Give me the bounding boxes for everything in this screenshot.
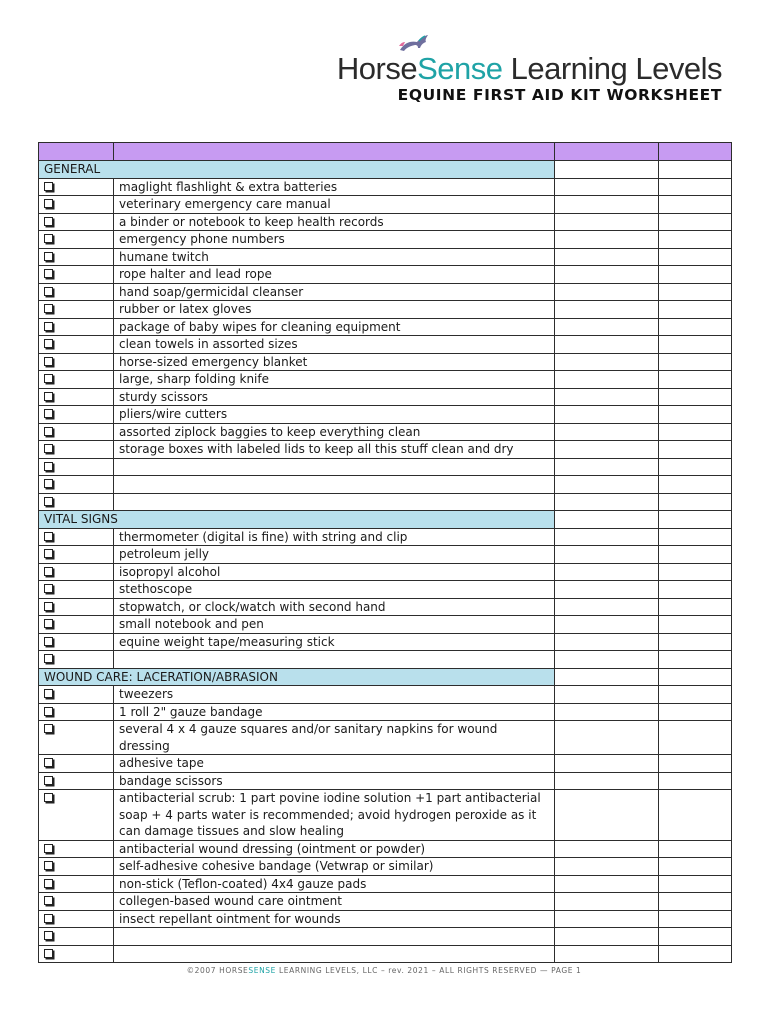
table-row	[39, 858, 732, 876]
empty-cell	[659, 686, 732, 704]
section-heading: WOUND CARE: LACERATION/ABRASION	[39, 668, 555, 686]
empty-cell	[555, 371, 659, 389]
empty-cell	[659, 651, 732, 669]
section-row	[39, 668, 732, 686]
table-row	[39, 353, 732, 371]
checkbox-icon[interactable]	[44, 949, 53, 958]
checkbox-icon[interactable]	[44, 602, 53, 611]
checkbox-icon[interactable]	[44, 322, 53, 331]
checkbox-cell	[39, 651, 114, 669]
page-footer: ©2007 HORSESENSE LEARNING LEVELS, LLC – rev. 2021 – ALL RIGHTS RESERVED — PAGE 1	[186, 966, 582, 975]
table-row	[39, 406, 732, 424]
empty-cell	[659, 563, 732, 581]
table-row	[39, 910, 732, 928]
checkbox-cell	[39, 686, 114, 704]
item-label: insect repellant ointment for wounds	[114, 910, 555, 928]
checkbox-cell	[39, 616, 114, 634]
empty-cell	[659, 213, 732, 231]
checkbox-cell	[39, 476, 114, 494]
empty-cell	[555, 616, 659, 634]
page-title: EQUINE FIRST AID KIT WORKSHEET	[397, 86, 722, 104]
checkbox-icon[interactable]	[44, 479, 53, 488]
empty-cell	[555, 301, 659, 319]
empty-cell	[659, 528, 732, 546]
header-cell	[114, 143, 555, 161]
empty-cell	[555, 248, 659, 266]
item-label: petroleum jelly	[114, 546, 555, 564]
table-row	[39, 318, 732, 336]
empty-cell	[555, 493, 659, 511]
checkbox-icon[interactable]	[44, 637, 53, 646]
empty-cell	[659, 371, 732, 389]
checkbox-cell	[39, 581, 114, 599]
empty-cell	[555, 476, 659, 494]
empty-cell	[659, 721, 732, 755]
item-label: large, sharp folding knife	[114, 371, 555, 389]
empty-cell	[555, 336, 659, 354]
empty-cell	[659, 266, 732, 284]
empty-cell	[555, 231, 659, 249]
checkbox-icon[interactable]	[44, 409, 53, 418]
checkbox-cell	[39, 388, 114, 406]
empty-cell	[555, 686, 659, 704]
item-label: stopwatch, or clock/watch with second hand	[114, 598, 555, 616]
empty-cell	[659, 928, 732, 946]
empty-cell	[659, 458, 732, 476]
checkbox-cell	[39, 563, 114, 581]
empty-cell	[555, 945, 659, 963]
table-row	[39, 423, 732, 441]
item-label: antibacterial wound dressing (ointment or powder)	[114, 840, 555, 858]
checkbox-icon[interactable]	[44, 724, 53, 733]
checkbox-icon[interactable]	[44, 861, 53, 870]
empty-cell	[555, 668, 659, 686]
empty-cell	[555, 772, 659, 790]
item-label	[114, 476, 555, 494]
checkbox-icon[interactable]	[44, 252, 53, 261]
table-row	[39, 476, 732, 494]
item-label: several 4 x 4 gauze squares and/or sanitary napkins for wound dressing	[114, 721, 555, 755]
checkbox-cell	[39, 371, 114, 389]
item-label: sturdy scissors	[114, 388, 555, 406]
empty-cell	[555, 511, 659, 529]
item-label: hand soap/germicidal cleanser	[114, 283, 555, 301]
item-label: clean towels in assorted sizes	[114, 336, 555, 354]
empty-cell	[555, 910, 659, 928]
empty-cell	[659, 301, 732, 319]
table-row	[39, 528, 732, 546]
empty-cell	[555, 178, 659, 196]
empty-cell	[555, 546, 659, 564]
table-row	[39, 563, 732, 581]
empty-cell	[659, 945, 732, 963]
table-row	[39, 893, 732, 911]
empty-cell	[555, 875, 659, 893]
item-label	[114, 651, 555, 669]
item-label: isopropyl alcohol	[114, 563, 555, 581]
checkbox-cell	[39, 196, 114, 214]
checkbox-icon[interactable]	[44, 844, 53, 853]
checkbox-icon[interactable]	[44, 217, 53, 226]
table-row	[39, 790, 732, 841]
checkbox-cell	[39, 423, 114, 441]
empty-cell	[555, 755, 659, 773]
header-cell	[555, 143, 659, 161]
checkbox-cell	[39, 231, 114, 249]
checkbox-cell	[39, 336, 114, 354]
empty-cell	[555, 388, 659, 406]
section-row	[39, 161, 732, 179]
checkbox-icon[interactable]	[44, 304, 53, 313]
table-row	[39, 721, 732, 755]
checkbox-icon[interactable]	[44, 287, 53, 296]
table-row	[39, 213, 732, 231]
checkbox-icon[interactable]	[44, 567, 53, 576]
table-row	[39, 945, 732, 963]
empty-cell	[659, 546, 732, 564]
item-label: stethoscope	[114, 581, 555, 599]
empty-cell	[555, 790, 659, 841]
item-label: adhesive tape	[114, 755, 555, 773]
empty-cell	[659, 755, 732, 773]
empty-cell	[659, 772, 732, 790]
empty-cell	[659, 161, 732, 179]
checkbox-cell	[39, 353, 114, 371]
horse-icon	[397, 32, 431, 54]
item-label: collegen-based wound care ointment	[114, 893, 555, 911]
table-row	[39, 388, 732, 406]
item-label: non-stick (Teflon-coated) 4x4 gauze pads	[114, 875, 555, 893]
logo-text: HorseSense Learning Levels	[336, 51, 722, 86]
item-label	[114, 928, 555, 946]
checkbox-icon[interactable]	[44, 914, 53, 923]
item-label: pliers/wire cutters	[114, 406, 555, 424]
brand-logo	[337, 44, 722, 84]
empty-cell	[659, 353, 732, 371]
checkbox-cell	[39, 633, 114, 651]
item-label: storage boxes with labeled lids to keep all this stuff clean and dry	[114, 441, 555, 459]
item-label: assorted ziplock baggies to keep everything clean	[114, 423, 555, 441]
empty-cell	[659, 476, 732, 494]
checkbox-cell	[39, 301, 114, 319]
checkbox-icon[interactable]	[44, 374, 53, 383]
table-row	[39, 283, 732, 301]
item-label: tweezers	[114, 686, 555, 704]
empty-cell	[659, 406, 732, 424]
empty-cell	[555, 528, 659, 546]
table-row	[39, 493, 732, 511]
item-label: antibacterial scrub: 1 part povine iodine solution +1 part antibacterial soap + 4 parts water is recommended; avoid hydrogen peroxide as it can damage tissues and slow healing	[114, 790, 555, 841]
checkbox-icon[interactable]	[44, 896, 53, 905]
checkbox-cell	[39, 406, 114, 424]
item-label: bandage scissors	[114, 772, 555, 790]
checkbox-cell	[39, 283, 114, 301]
table-row	[39, 178, 732, 196]
checkbox-icon[interactable]	[44, 392, 53, 401]
item-label: small notebook and pen	[114, 616, 555, 634]
empty-cell	[659, 178, 732, 196]
empty-cell	[555, 651, 659, 669]
header-cell	[39, 143, 114, 161]
checkbox-icon[interactable]	[44, 654, 53, 663]
item-label: thermometer (digital is fine) with string and clip	[114, 528, 555, 546]
checkbox-cell	[39, 840, 114, 858]
checkbox-icon[interactable]	[44, 339, 53, 348]
empty-cell	[659, 248, 732, 266]
empty-cell	[555, 703, 659, 721]
empty-cell	[555, 266, 659, 284]
item-label	[114, 945, 555, 963]
item-label: self-adhesive cohesive bandage (Vetwrap or similar)	[114, 858, 555, 876]
table-row	[39, 875, 732, 893]
checkbox-icon[interactable]	[44, 199, 53, 208]
table-row	[39, 686, 732, 704]
empty-cell	[555, 318, 659, 336]
table-row	[39, 441, 732, 459]
checkbox-cell	[39, 755, 114, 773]
checkbox-cell	[39, 178, 114, 196]
checkbox-cell	[39, 441, 114, 459]
item-label: maglight flashlight & extra batteries	[114, 178, 555, 196]
table-header-row	[39, 143, 732, 161]
table-row	[39, 231, 732, 249]
checkbox-icon[interactable]	[44, 707, 53, 716]
item-label: equine weight tape/measuring stick	[114, 633, 555, 651]
checkbox-cell	[39, 213, 114, 231]
empty-cell	[659, 336, 732, 354]
item-label: veterinary emergency care manual	[114, 196, 555, 214]
table-row	[39, 928, 732, 946]
table-row	[39, 616, 732, 634]
item-label	[114, 493, 555, 511]
first-aid-table	[38, 142, 732, 963]
checkbox-cell	[39, 266, 114, 284]
empty-cell	[659, 318, 732, 336]
item-label: a binder or notebook to keep health records	[114, 213, 555, 231]
checkbox-cell	[39, 772, 114, 790]
checkbox-icon[interactable]	[44, 357, 53, 366]
empty-cell	[555, 441, 659, 459]
empty-cell	[555, 721, 659, 755]
empty-cell	[659, 231, 732, 249]
checkbox-cell	[39, 790, 114, 841]
checkbox-icon[interactable]	[44, 758, 53, 767]
empty-cell	[555, 161, 659, 179]
empty-cell	[555, 353, 659, 371]
empty-cell	[659, 283, 732, 301]
checkbox-cell	[39, 528, 114, 546]
empty-cell	[659, 581, 732, 599]
empty-cell	[659, 875, 732, 893]
checkbox-icon[interactable]	[44, 793, 53, 802]
section-row	[39, 511, 732, 529]
section-heading: VITAL SIGNS	[39, 511, 555, 529]
empty-cell	[555, 858, 659, 876]
table-row	[39, 840, 732, 858]
empty-cell	[659, 840, 732, 858]
empty-cell	[659, 616, 732, 634]
table-row	[39, 301, 732, 319]
empty-cell	[555, 633, 659, 651]
section-heading: GENERAL	[39, 161, 555, 179]
checkbox-cell	[39, 703, 114, 721]
checkbox-icon[interactable]	[44, 879, 53, 888]
checkbox-icon[interactable]	[44, 776, 53, 785]
checkbox-icon[interactable]	[44, 182, 53, 191]
empty-cell	[659, 598, 732, 616]
checkbox-cell	[39, 893, 114, 911]
checkbox-icon[interactable]	[44, 532, 53, 541]
checkbox-icon[interactable]	[44, 497, 53, 506]
empty-cell	[555, 598, 659, 616]
table-row	[39, 581, 732, 599]
empty-cell	[555, 563, 659, 581]
empty-cell	[555, 423, 659, 441]
table-row	[39, 755, 732, 773]
empty-cell	[555, 406, 659, 424]
table-row	[39, 248, 732, 266]
item-label: humane twitch	[114, 248, 555, 266]
empty-cell	[555, 581, 659, 599]
checkbox-icon[interactable]	[44, 427, 53, 436]
checkbox-cell	[39, 546, 114, 564]
empty-cell	[555, 928, 659, 946]
item-label: rope halter and lead rope	[114, 266, 555, 284]
empty-cell	[659, 441, 732, 459]
table-row	[39, 458, 732, 476]
empty-cell	[555, 196, 659, 214]
empty-cell	[555, 458, 659, 476]
item-label: 1 roll 2" gauze bandage	[114, 703, 555, 721]
empty-cell	[659, 196, 732, 214]
header-cell	[659, 143, 732, 161]
item-label: rubber or latex gloves	[114, 301, 555, 319]
item-label	[114, 458, 555, 476]
empty-cell	[659, 633, 732, 651]
checkbox-cell	[39, 248, 114, 266]
empty-cell	[555, 283, 659, 301]
table-row	[39, 772, 732, 790]
table-row	[39, 546, 732, 564]
checkbox-cell	[39, 598, 114, 616]
checkbox-icon[interactable]	[44, 619, 53, 628]
checkbox-icon[interactable]	[44, 269, 53, 278]
checkbox-icon[interactable]	[44, 234, 53, 243]
table-row	[39, 336, 732, 354]
empty-cell	[659, 668, 732, 686]
checkbox-icon[interactable]	[44, 931, 53, 940]
checkbox-icon[interactable]	[44, 462, 53, 471]
table-row	[39, 266, 732, 284]
checkbox-cell	[39, 318, 114, 336]
empty-cell	[659, 423, 732, 441]
table-row	[39, 633, 732, 651]
empty-cell	[555, 893, 659, 911]
checkbox-icon[interactable]	[44, 689, 53, 698]
empty-cell	[659, 893, 732, 911]
checkbox-icon[interactable]	[44, 584, 53, 593]
empty-cell	[659, 910, 732, 928]
table-row	[39, 196, 732, 214]
checkbox-cell	[39, 945, 114, 963]
checkbox-cell	[39, 910, 114, 928]
table-row	[39, 371, 732, 389]
empty-cell	[555, 213, 659, 231]
empty-cell	[659, 858, 732, 876]
checkbox-cell	[39, 875, 114, 893]
item-label: emergency phone numbers	[114, 231, 555, 249]
checkbox-icon[interactable]	[44, 549, 53, 558]
table-row	[39, 703, 732, 721]
empty-cell	[659, 790, 732, 841]
checkbox-cell	[39, 458, 114, 476]
empty-cell	[659, 493, 732, 511]
checkbox-cell	[39, 928, 114, 946]
checkbox-icon[interactable]	[44, 444, 53, 453]
empty-cell	[659, 388, 732, 406]
item-label: package of baby wipes for cleaning equipment	[114, 318, 555, 336]
checkbox-cell	[39, 493, 114, 511]
empty-cell	[659, 703, 732, 721]
item-label: horse-sized emergency blanket	[114, 353, 555, 371]
empty-cell	[659, 511, 732, 529]
table-row	[39, 651, 732, 669]
empty-cell	[555, 840, 659, 858]
checkbox-cell	[39, 858, 114, 876]
checkbox-cell	[39, 721, 114, 755]
table-row	[39, 598, 732, 616]
